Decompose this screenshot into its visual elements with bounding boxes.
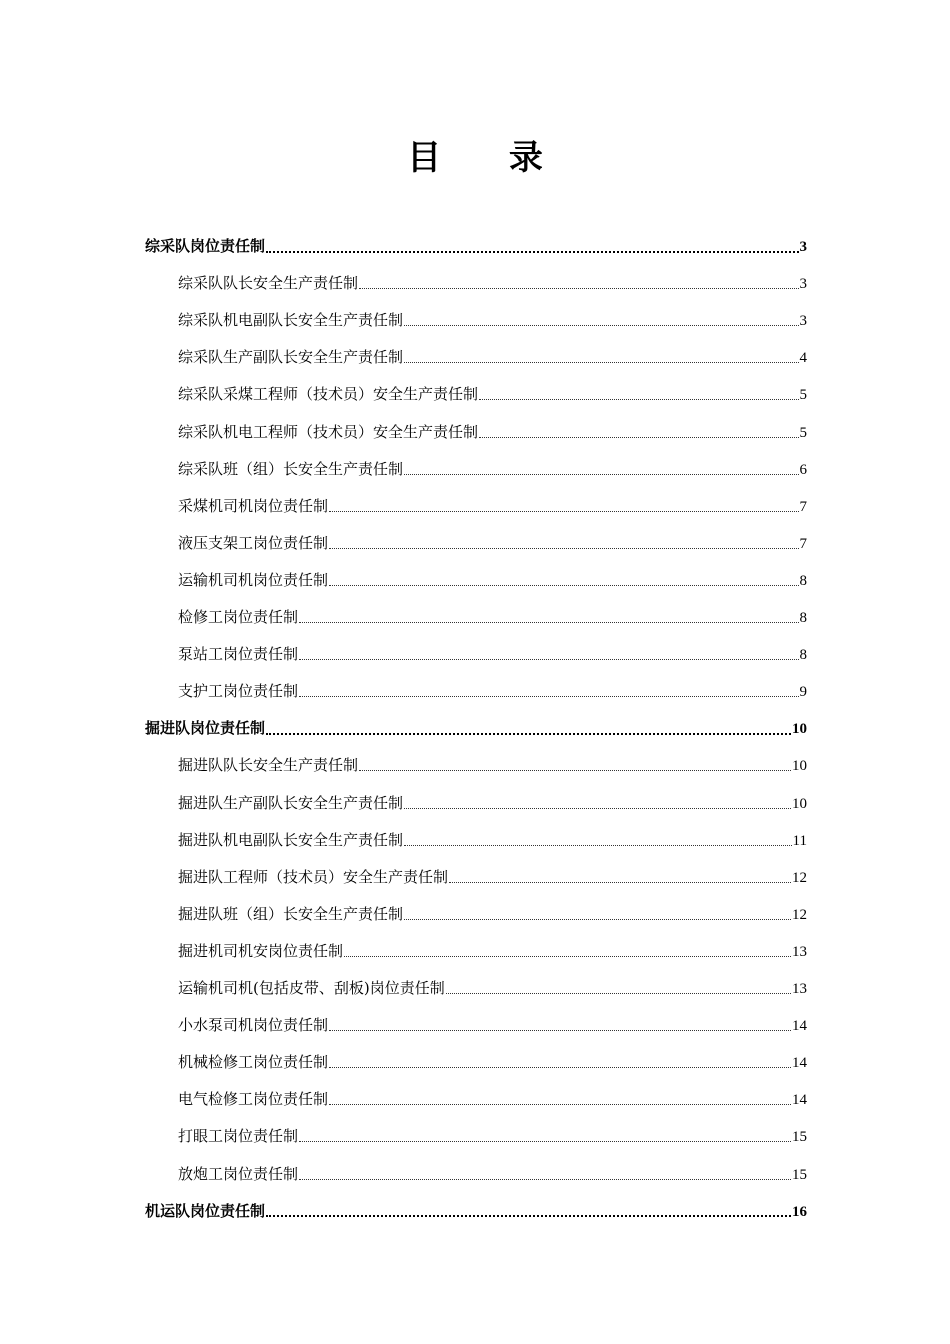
toc-section-entry[interactable]	[145, 710, 807, 747]
toc-entry-label: 掘进队队长安全生产责任制	[178, 756, 359, 775]
toc-entry[interactable]	[178, 339, 807, 376]
toc-page-number: 3	[799, 239, 807, 255]
toc-entry-label: 机械检修工岗位责任制	[178, 1053, 329, 1072]
toc-entry-label: 支护工岗位责任制	[178, 682, 299, 701]
toc-section-entry[interactable]	[145, 228, 807, 265]
toc-entry-label: 液压支架工岗位责任制	[178, 533, 329, 552]
dot-leader	[404, 845, 792, 846]
toc-page-number: 11	[792, 832, 807, 849]
dot-leader	[449, 882, 791, 883]
dot-leader	[329, 585, 798, 586]
toc-entry[interactable]	[178, 785, 807, 822]
dot-leader	[344, 956, 791, 957]
toc-entry-label: 放炮工岗位责任制	[178, 1164, 299, 1183]
toc-entry[interactable]	[178, 414, 807, 451]
toc-page-number: 5	[799, 424, 807, 441]
toc-entry-label: 运输机司机岗位责任制	[178, 570, 329, 589]
toc-entry-label: 综采队队长安全生产责任制	[178, 274, 359, 293]
toc-entry-label: 掘进队工程师（技术员）安全生产责任制	[178, 867, 449, 886]
toc-entry[interactable]	[178, 265, 807, 302]
toc-entry[interactable]	[178, 970, 807, 1007]
toc-entry[interactable]	[178, 451, 807, 488]
toc-page-number: 7	[799, 535, 807, 552]
toc-entry-label: 掘进队生产副队长安全生产责任制	[178, 793, 404, 812]
toc-page-number: 3	[799, 313, 807, 330]
toc-entry[interactable]	[178, 488, 807, 525]
dot-leader	[479, 437, 798, 438]
toc-page-number: 13	[792, 943, 807, 960]
dot-leader	[299, 659, 798, 660]
toc-page-number: 12	[792, 906, 807, 923]
toc-page-number: 8	[799, 647, 807, 664]
dot-leader	[404, 919, 791, 920]
toc-page-number: 16	[792, 1203, 807, 1220]
toc-page-number: 10	[792, 721, 807, 738]
toc-page-number: 3	[799, 276, 807, 293]
dot-leader	[359, 770, 791, 771]
toc-page-number: 9	[799, 684, 807, 701]
toc-entry[interactable]	[178, 933, 807, 970]
dot-leader	[329, 548, 798, 549]
toc-entry-label: 小水泵司机岗位责任制	[178, 1016, 329, 1035]
toc-entry-label: 综采队机电工程师（技术员）安全生产责任制	[178, 422, 479, 441]
toc-section-entry[interactable]	[145, 1193, 807, 1230]
dot-leader	[299, 622, 798, 623]
toc-page-number: 8	[799, 610, 807, 626]
toc-entry-label: 机运队岗位责任制	[145, 1201, 266, 1220]
dot-leader	[404, 474, 798, 475]
dot-leader	[359, 288, 798, 289]
toc-entry-label: 检修工岗位责任制	[178, 608, 299, 626]
toc-page-number: 7	[799, 498, 807, 515]
dot-leader	[404, 808, 791, 809]
dot-leader	[266, 251, 798, 253]
toc-entry-label: 运输机司机(包括皮带、刮板)岗位责任制	[178, 979, 445, 997]
dot-leader	[404, 325, 798, 326]
toc-page-number: 8	[799, 572, 807, 589]
toc-page-number: 15	[792, 1166, 807, 1183]
toc-page-number: 10	[792, 758, 807, 775]
toc-entry-label: 掘进队班（组）长安全生产责任制	[178, 904, 404, 923]
toc-page-number: 15	[792, 1129, 807, 1146]
toc-entry[interactable]	[178, 1156, 807, 1193]
dot-leader	[299, 1179, 791, 1180]
toc-entry-label: 打眼工岗位责任制	[178, 1127, 299, 1146]
toc-page-number: 14	[792, 1092, 807, 1109]
toc-entry[interactable]	[178, 1007, 807, 1044]
dot-leader	[299, 696, 798, 697]
dot-leader	[299, 1141, 791, 1142]
dot-leader	[404, 362, 798, 363]
toc-entry-label: 综采队生产副队长安全生产责任制	[178, 348, 404, 367]
toc-entry[interactable]	[178, 1081, 807, 1118]
toc-entry[interactable]	[178, 302, 807, 339]
toc-page-number: 14	[792, 1055, 807, 1072]
toc-entry[interactable]	[178, 636, 807, 673]
toc-entry[interactable]	[178, 525, 807, 562]
dot-leader	[266, 733, 791, 735]
toc-entry-label: 综采队班（组）长安全生产责任制	[178, 459, 404, 478]
toc-page-number: 10	[792, 795, 807, 812]
toc-entry-label: 电气检修工岗位责任制	[178, 1090, 329, 1109]
toc-page-number: 12	[792, 869, 807, 886]
toc-entry[interactable]	[178, 599, 807, 636]
dot-leader	[266, 1215, 791, 1217]
dot-leader	[479, 399, 798, 400]
toc-page-number: 5	[799, 387, 807, 404]
toc-page-number: 4	[799, 350, 807, 367]
dot-leader	[329, 1104, 791, 1105]
toc-entry-label: 泵站工岗位责任制	[178, 645, 299, 664]
toc-entry-label: 采煤机司机岗位责任制	[178, 496, 329, 515]
toc-entry[interactable]	[178, 896, 807, 933]
toc-entry-label: 综采队岗位责任制	[145, 237, 266, 255]
toc-entry[interactable]	[178, 376, 807, 413]
toc-entry-label: 综采队机电副队长安全生产责任制	[178, 311, 404, 330]
toc-entry[interactable]	[178, 673, 807, 710]
toc-entry[interactable]	[178, 562, 807, 599]
toc-entry[interactable]	[178, 859, 807, 896]
toc-entry[interactable]	[178, 822, 807, 859]
dot-leader	[446, 993, 791, 994]
dot-leader	[329, 1030, 791, 1031]
toc-entry-label: 综采队采煤工程师（技术员）安全生产责任制	[178, 385, 479, 404]
dot-leader	[329, 1067, 791, 1068]
toc-page-number: 14	[792, 1018, 807, 1035]
toc-entry[interactable]	[178, 1118, 807, 1155]
toc-entry[interactable]	[178, 747, 807, 784]
dot-leader	[329, 511, 798, 512]
page-title: 目 录	[407, 138, 571, 178]
toc-entry-label: 掘进机司机安岗位责任制	[178, 941, 344, 960]
toc-page-number: 13	[792, 981, 807, 997]
toc-page-number: 6	[799, 461, 807, 478]
toc-entry-label: 掘进队机电副队长安全生产责任制	[178, 830, 404, 849]
toc-entry[interactable]	[178, 1044, 807, 1081]
toc-entry-label: 掘进队岗位责任制	[145, 719, 266, 738]
